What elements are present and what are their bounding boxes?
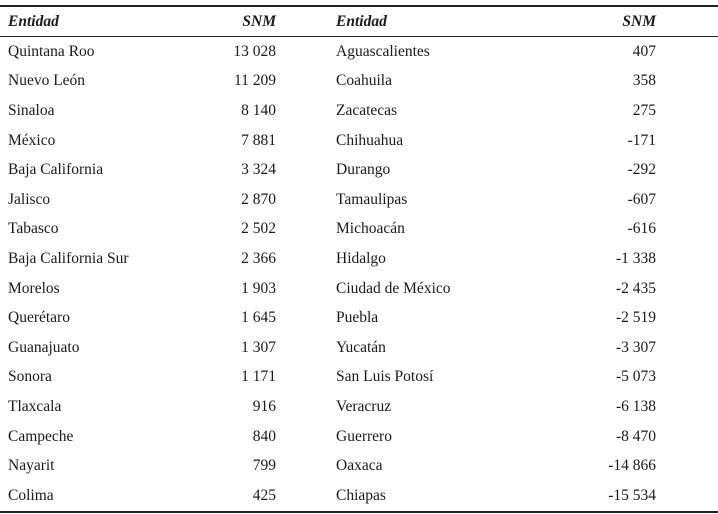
- left-entity-cell: Quintana Roo: [8, 42, 95, 60]
- table-row: [0, 422, 718, 452]
- right-entity-cell: San Luis Potosí: [336, 368, 434, 386]
- right-snm-cell: -5 073: [615, 368, 656, 386]
- right-entity-cell: Chiapas: [336, 486, 386, 504]
- table-row: [0, 392, 718, 422]
- left-snm-cell: 8 140: [241, 101, 276, 119]
- left-entity-cell: Sonora: [8, 368, 52, 386]
- left-snm-cell: 916: [252, 397, 276, 415]
- table-row: [0, 333, 718, 363]
- gap-cell: [276, 392, 336, 422]
- left-snm-cell: 1 645: [241, 309, 276, 327]
- right-snm-cell: -2 519: [615, 309, 656, 327]
- right-snm-cell: -616: [627, 220, 656, 238]
- table-row: [0, 96, 718, 126]
- left-entity-cell: Jalisco: [8, 190, 51, 208]
- gap-cell: [276, 333, 336, 363]
- right-snm-cell: -607: [627, 190, 656, 208]
- snm-table: [0, 5, 718, 513]
- table-row: [0, 303, 718, 333]
- table-row: [0, 126, 718, 156]
- right-snm-cell: -8 470: [615, 427, 656, 445]
- left-snm-cell: 1 903: [241, 279, 276, 297]
- left-entity-cell: Sinaloa: [8, 101, 55, 119]
- right-snm-cell: -292: [627, 161, 656, 179]
- left-snm-cell: 840: [252, 427, 276, 445]
- table-body: [0, 37, 718, 512]
- left-snm-cell: 3 324: [241, 161, 276, 179]
- left-entity-cell: Guanajuato: [8, 338, 80, 356]
- right-entity-cell: Ciudad de México: [336, 279, 451, 297]
- right-entity-cell: Aguascalientes: [336, 42, 430, 60]
- left-snm-cell: 11 209: [233, 72, 276, 90]
- right-entity-cell: Yucatán: [336, 338, 386, 356]
- right-entity-cell: Tamaulipas: [336, 190, 408, 208]
- right-snm-cell: -6 138: [615, 397, 656, 415]
- header-gap: [276, 6, 336, 37]
- right-entity-cell: Michoacán: [336, 220, 405, 238]
- gap-cell: [276, 363, 336, 393]
- gap-cell: [276, 37, 336, 67]
- gap-cell: [276, 67, 336, 97]
- table-row: [0, 451, 718, 481]
- left-entity-cell: Colima: [8, 486, 54, 504]
- left-entity-cell: Tabasco: [8, 220, 59, 238]
- gap-cell: [276, 274, 336, 304]
- gap-cell: [276, 303, 336, 333]
- left-snm-cell: 7 881: [241, 131, 276, 149]
- table-header: [0, 6, 718, 37]
- gap-cell: [276, 155, 336, 185]
- left-snm-cell: 1 307: [241, 338, 276, 356]
- left-snm-cell: 799: [252, 457, 276, 475]
- right-snm-cell: -171: [627, 131, 656, 149]
- left-entity-cell: Morelos: [8, 279, 60, 297]
- gap-cell: [276, 244, 336, 274]
- gap-cell: [276, 215, 336, 245]
- table-row: [0, 244, 718, 274]
- gap-cell: [276, 126, 336, 156]
- right-entity-cell: Zacatecas: [336, 101, 398, 119]
- left-snm-cell: 2 870: [241, 190, 276, 208]
- header-snm-right: SNM: [622, 12, 656, 30]
- header-row: [0, 6, 718, 37]
- gap-cell: [276, 96, 336, 126]
- gap-cell: [276, 451, 336, 481]
- right-entity-cell: Veracruz: [336, 397, 392, 415]
- left-entity-cell: Nuevo León: [8, 72, 86, 90]
- right-entity-cell: Chihuahua: [336, 131, 404, 149]
- table-row: [0, 363, 718, 393]
- right-entity-cell: Oaxaca: [336, 457, 383, 475]
- left-snm-cell: 1 171: [241, 368, 276, 386]
- left-snm-cell: 2 502: [241, 220, 276, 238]
- left-entity-cell: Baja California: [8, 161, 104, 179]
- table-row: [0, 481, 718, 512]
- header-snm-left: SNM: [242, 12, 276, 30]
- right-entity-cell: Puebla: [336, 309, 379, 327]
- left-entity-cell: Nayarit: [8, 457, 55, 475]
- left-snm-cell: 13 028: [233, 42, 276, 60]
- right-snm-cell: 358: [632, 72, 656, 90]
- header-entity-left: Entidad: [8, 12, 59, 30]
- table-row: [0, 155, 718, 185]
- gap-cell: [276, 185, 336, 215]
- gap-cell: [276, 481, 336, 512]
- right-snm-cell: 275: [632, 101, 656, 119]
- table-row: [0, 215, 718, 245]
- left-entity-cell: México: [8, 131, 56, 149]
- right-snm-cell: -1 338: [615, 249, 656, 267]
- left-entity-cell: Campeche: [8, 427, 74, 445]
- snm-table-container: [0, 5, 656, 513]
- left-entity-cell: Baja California Sur: [8, 249, 129, 267]
- right-snm-cell: 407: [632, 42, 656, 60]
- right-entity-cell: Coahuila: [336, 72, 392, 90]
- right-entity-cell: Guerrero: [336, 427, 392, 445]
- table-row: [0, 67, 718, 97]
- right-snm-cell: -14 866: [608, 457, 656, 475]
- table-row: [0, 185, 718, 215]
- right-entity-cell: Durango: [336, 161, 391, 179]
- right-snm-cell: -15 534: [608, 486, 656, 504]
- header-entity-right: Entidad: [336, 12, 387, 30]
- gap-cell: [276, 422, 336, 452]
- left-snm-cell: 2 366: [241, 249, 276, 267]
- right-entity-cell: Hidalgo: [336, 249, 386, 267]
- right-snm-cell: -2 435: [615, 279, 656, 297]
- right-snm-cell: -3 307: [615, 338, 656, 356]
- left-snm-cell: 425: [252, 486, 276, 504]
- left-entity-cell: Tlaxcala: [8, 397, 62, 415]
- left-entity-cell: Querétaro: [8, 309, 70, 327]
- table-row: [0, 37, 718, 67]
- table-row: [0, 274, 718, 304]
